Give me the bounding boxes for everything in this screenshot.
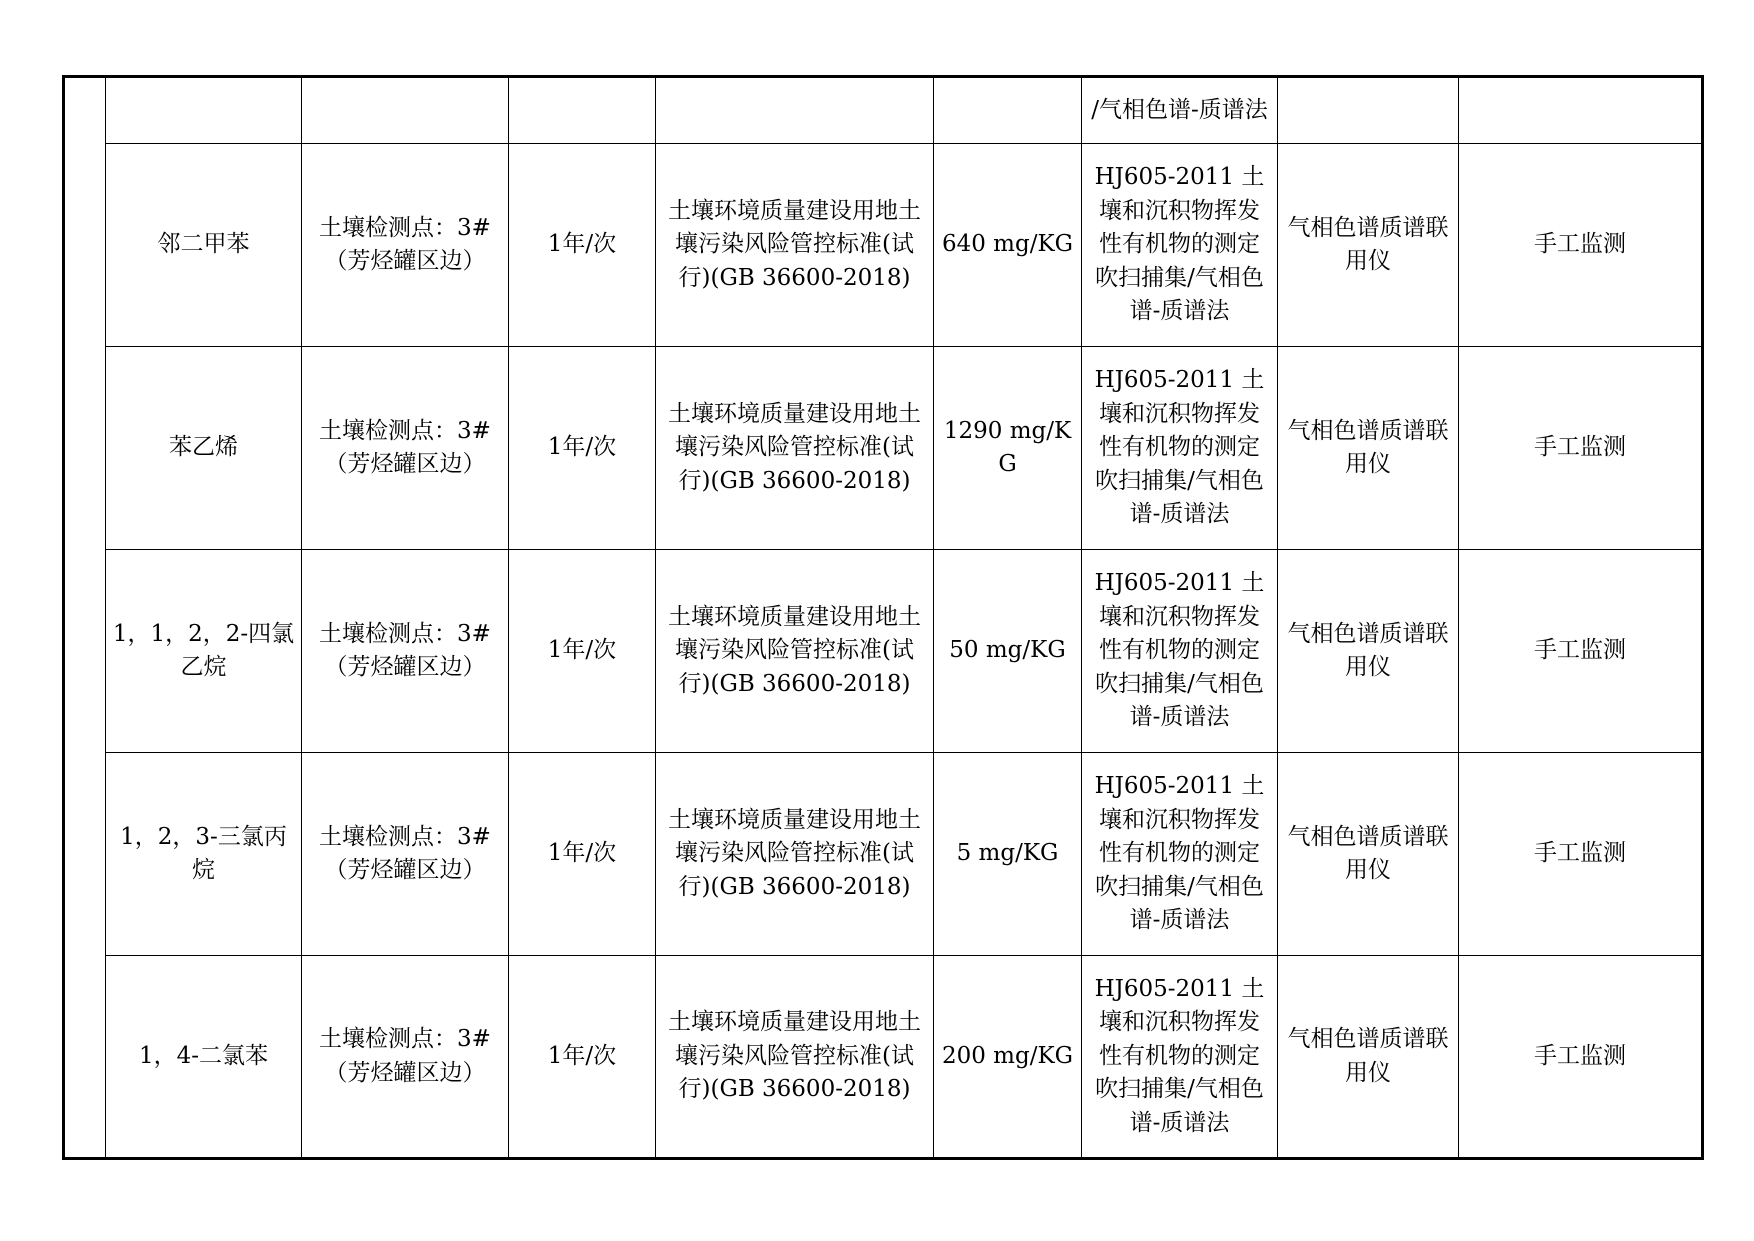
method-text: HJ605-2011 土壤和沉积物挥发性有机物的测定吹扫捕集/气相色谱-质谱法 bbox=[1094, 570, 1265, 731]
mode-text: 手工监测 bbox=[1534, 231, 1626, 258]
method-text: HJ605-2011 土壤和沉积物挥发性有机物的测定吹扫捕集/气相色谱-质谱法 bbox=[1094, 164, 1265, 325]
instrument-text: 气相色谱质谱联用仪 bbox=[1287, 620, 1449, 680]
cell-standard bbox=[656, 753, 934, 956]
frequency-text: 1年/次 bbox=[547, 1042, 617, 1069]
cell-limit bbox=[934, 144, 1082, 347]
cell-method bbox=[1082, 753, 1278, 956]
method-text: HJ605-2011 土壤和沉积物挥发性有机物的测定吹扫捕集/气相色谱-质谱法 bbox=[1094, 367, 1265, 528]
location-text: 土壤检测点：3#（芳烃罐区边） bbox=[319, 620, 491, 680]
cell-limit bbox=[934, 77, 1082, 144]
table-row bbox=[64, 347, 1703, 550]
location-text: 土壤检测点：3#（芳烃罐区边） bbox=[319, 214, 491, 274]
cell-item bbox=[106, 77, 302, 144]
frequency-text: 1年/次 bbox=[547, 231, 617, 258]
item-text: 1，2，3-三氯丙烷 bbox=[120, 823, 287, 883]
cell-item bbox=[106, 956, 302, 1159]
monitoring-table-container bbox=[62, 75, 1701, 1160]
cell-item bbox=[106, 753, 302, 956]
cell-instrument bbox=[1278, 956, 1459, 1159]
cell-mode bbox=[1459, 347, 1703, 550]
instrument-text: 气相色谱质谱联用仪 bbox=[1287, 1026, 1449, 1086]
method-text: HJ605-2011 土壤和沉积物挥发性有机物的测定吹扫捕集/气相色谱-质谱法 bbox=[1094, 975, 1265, 1136]
cell-limit bbox=[934, 347, 1082, 550]
cell-location bbox=[302, 144, 509, 347]
cell-frequency bbox=[509, 144, 656, 347]
cell-location bbox=[302, 956, 509, 1159]
monitoring-table bbox=[62, 75, 1704, 1160]
cell-mode bbox=[1459, 550, 1703, 753]
cell-mode bbox=[1459, 77, 1703, 144]
cell-mode bbox=[1459, 753, 1703, 956]
method-text: HJ605-2011 土壤和沉积物挥发性有机物的测定吹扫捕集/气相色谱-质谱法 bbox=[1094, 773, 1265, 934]
item-text: 1，4-二氯苯 bbox=[138, 1042, 269, 1069]
instrument-text: 气相色谱质谱联用仪 bbox=[1287, 823, 1449, 883]
limit-text: 200 mg/KG bbox=[941, 1042, 1074, 1069]
cell-standard bbox=[656, 144, 934, 347]
mode-text: 手工监测 bbox=[1534, 1042, 1626, 1069]
cell-frequency bbox=[509, 753, 656, 956]
location-text: 土壤检测点：3#（芳烃罐区边） bbox=[319, 417, 491, 477]
cell-location bbox=[302, 347, 509, 550]
cell-method bbox=[1082, 956, 1278, 1159]
cell-instrument bbox=[1278, 753, 1459, 956]
frequency-text: 1年/次 bbox=[547, 637, 617, 664]
cell-method bbox=[1082, 347, 1278, 550]
cell-frequency bbox=[509, 956, 656, 1159]
cell-method bbox=[1082, 144, 1278, 347]
location-text: 土壤检测点：3#（芳烃罐区边） bbox=[319, 1026, 491, 1086]
cell-standard bbox=[656, 77, 934, 144]
mode-text: 手工监测 bbox=[1534, 840, 1626, 867]
frequency-text: 1年/次 bbox=[547, 840, 617, 867]
standard-text: 土壤环境质量建设用地土壤污染风险管控标准(试行)(GB 36600-2018) bbox=[668, 806, 921, 900]
limit-text: 1290 mg/KG bbox=[943, 417, 1072, 477]
cell-method bbox=[1082, 550, 1278, 753]
cell-frequency bbox=[509, 347, 656, 550]
cell-instrument bbox=[1278, 550, 1459, 753]
standard-text: 土壤环境质量建设用地土壤污染风险管控标准(试行)(GB 36600-2018) bbox=[668, 400, 921, 494]
cell-limit bbox=[934, 956, 1082, 1159]
frequency-text: 1年/次 bbox=[547, 434, 617, 461]
table-row-continuation bbox=[64, 77, 1703, 144]
instrument-text: 气相色谱质谱联用仪 bbox=[1287, 417, 1449, 477]
cell-item bbox=[106, 347, 302, 550]
limit-text: 640 mg/KG bbox=[941, 231, 1074, 258]
mode-text: 手工监测 bbox=[1534, 434, 1626, 461]
cell-instrument bbox=[1278, 77, 1459, 144]
standard-text: 土壤环境质量建设用地土壤污染风险管控标准(试行)(GB 36600-2018) bbox=[668, 1009, 921, 1103]
cell-frequency bbox=[509, 550, 656, 753]
cell-method bbox=[1082, 77, 1278, 144]
cell-limit bbox=[934, 550, 1082, 753]
cell-item bbox=[106, 550, 302, 753]
mode-text: 手工监测 bbox=[1534, 637, 1626, 664]
cell-location bbox=[302, 77, 509, 144]
cell-mode bbox=[1459, 956, 1703, 1159]
table-row bbox=[64, 144, 1703, 347]
location-text: 土壤检测点：3#（芳烃罐区边） bbox=[319, 823, 491, 883]
cell-limit bbox=[934, 753, 1082, 956]
cell-instrument bbox=[1278, 347, 1459, 550]
cell-item bbox=[106, 144, 302, 347]
limit-text: 50 mg/KG bbox=[949, 637, 1066, 664]
group-cell bbox=[64, 77, 106, 1159]
cell-standard bbox=[656, 550, 934, 753]
table-row bbox=[64, 550, 1703, 753]
cell-standard bbox=[656, 347, 934, 550]
item-text: 邻二甲苯 bbox=[157, 231, 250, 258]
item-text: 1，1，2，2-四氯乙烷 bbox=[112, 620, 295, 680]
cell-frequency bbox=[509, 77, 656, 144]
cell-location bbox=[302, 753, 509, 956]
item-text: 苯乙烯 bbox=[169, 434, 238, 461]
table-row bbox=[64, 956, 1703, 1159]
cell-standard bbox=[656, 956, 934, 1159]
standard-text: 土壤环境质量建设用地土壤污染风险管控标准(试行)(GB 36600-2018) bbox=[668, 197, 921, 291]
table-row bbox=[64, 753, 1703, 956]
cell-mode bbox=[1459, 144, 1703, 347]
standard-text: 土壤环境质量建设用地土壤污染风险管控标准(试行)(GB 36600-2018) bbox=[668, 603, 921, 697]
cell-location bbox=[302, 550, 509, 753]
limit-text: 5 mg/KG bbox=[956, 840, 1059, 867]
method-text: /气相色谱-质谱法 bbox=[1091, 96, 1268, 123]
cell-instrument bbox=[1278, 144, 1459, 347]
instrument-text: 气相色谱质谱联用仪 bbox=[1287, 214, 1449, 274]
